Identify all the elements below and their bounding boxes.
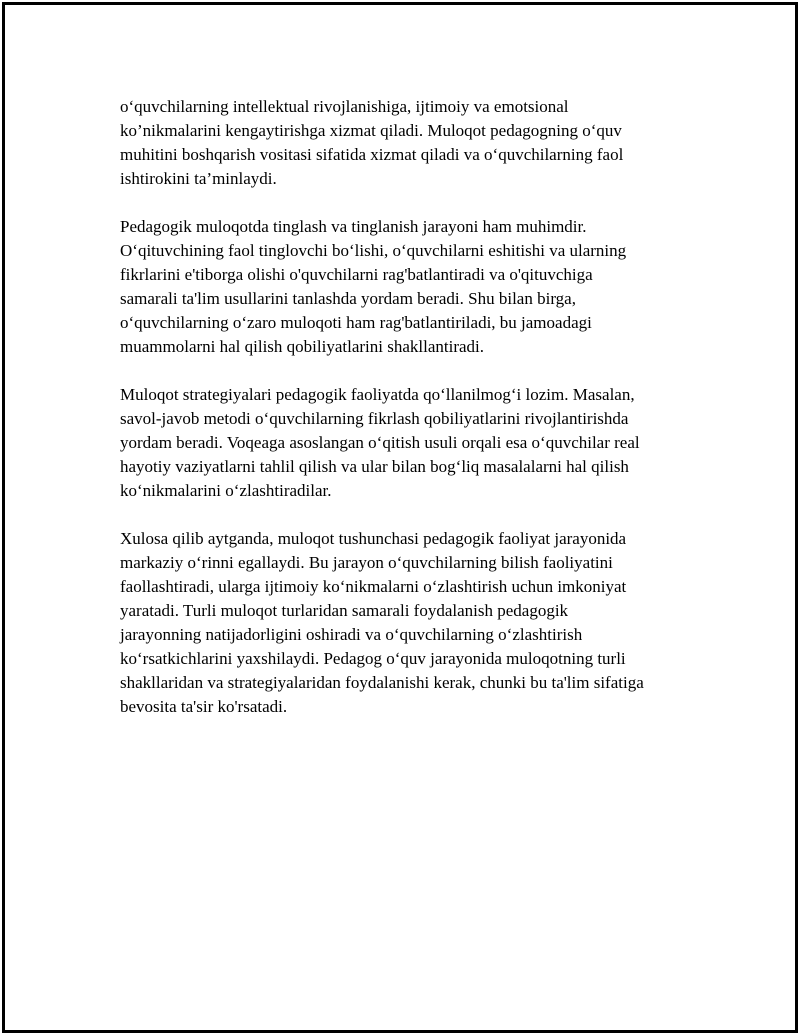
text-line: muammolarni hal qilish qobiliyatlarini shakllantiradi. — [120, 337, 485, 356]
text-line: yordam beradi. Voqeaga asoslangan o‘qitish usuli orqali esa o‘quvchilar real — [120, 433, 640, 452]
text-line: faollashtiradi, ularga ijtimoiy ko‘nikmalarni o‘zlashtirish uchun imkoniyat — [120, 577, 627, 596]
document-body — [120, 95, 710, 743]
text-line: markaziy o‘rinni egallaydi. Bu jarayon o‘quvchilarning bilish faoliyatini — [120, 553, 613, 572]
text-line: Muloqot strategiyalari pedagogik faoliyatda qo‘llanilmog‘i lozim. Masalan, — [120, 385, 635, 404]
text-line: Pedagogik muloqotda tinglash va tinglanish jarayoni ham muhimdir. — [120, 217, 587, 236]
text-line: jarayonning natijadorligini oshiradi va o‘quvchilarning o‘zlashtirish — [120, 625, 583, 644]
text-line: yaratadi. Turli muloqot turlaridan samarali foydalanish pedagogik — [120, 601, 569, 620]
text-line: ko’nikmalarini kengaytirishga xizmat qiladi. Muloqot pedagogning o‘quv — [120, 121, 622, 140]
text-line: fikrlarini e'tiborga olishi o'quvchilarni rag'batlantiradi va o'qituvchiga — [120, 265, 593, 284]
paragraph-4 — [120, 527, 710, 719]
text-line: o‘quvchilarning o‘zaro muloqoti ham rag'batlantiriladi, bu jamoadagi — [120, 313, 592, 332]
text-line: O‘qituvchining faol tinglovchi bo‘lishi, o‘quvchilarni eshitishi va ularning — [120, 241, 627, 260]
text-line: muhitini boshqarish vositasi sifatida xizmat qiladi va o‘quvchilarning faol — [120, 145, 624, 164]
text-line: bevosita ta'sir ko'rsatadi. — [120, 697, 288, 716]
text-line: Xulosa qilib aytganda, muloqot tushunchasi pedagogik faoliyat jarayonida — [120, 529, 627, 548]
text-line: samarali ta'lim usullarini tanlashda yordam beradi. Shu bilan birga, — [120, 289, 576, 308]
document-page — [2, 2, 798, 1033]
text-line: shakllaridan va strategiyalaridan foydalanishi kerak, chunki bu ta'lim sifatiga — [120, 673, 644, 692]
text-line: savol-javob metodi o‘quvchilarning fikrlash qobiliyatlarini rivojlantirishda — [120, 409, 629, 428]
text-line: ko‘rsatkichlarini yaxshilaydi. Pedagog o‘quv jarayonida muloqotning turli — [120, 649, 626, 668]
paragraph-3 — [120, 383, 710, 503]
text-line: o‘quvchilarning intellektual rivojlanishiga, ijtimoiy va emotsional — [120, 97, 569, 116]
text-line: hayotiy vaziyatlarni tahlil qilish va ular bilan bog‘liq masalalarni hal qilish — [120, 457, 629, 476]
text-line: ishtirokini ta’minlaydi. — [120, 169, 277, 188]
text-line: ko‘nikmalarini o‘zlashtiradilar. — [120, 481, 332, 500]
paragraph-2 — [120, 215, 710, 359]
paragraph-1 — [120, 95, 710, 191]
